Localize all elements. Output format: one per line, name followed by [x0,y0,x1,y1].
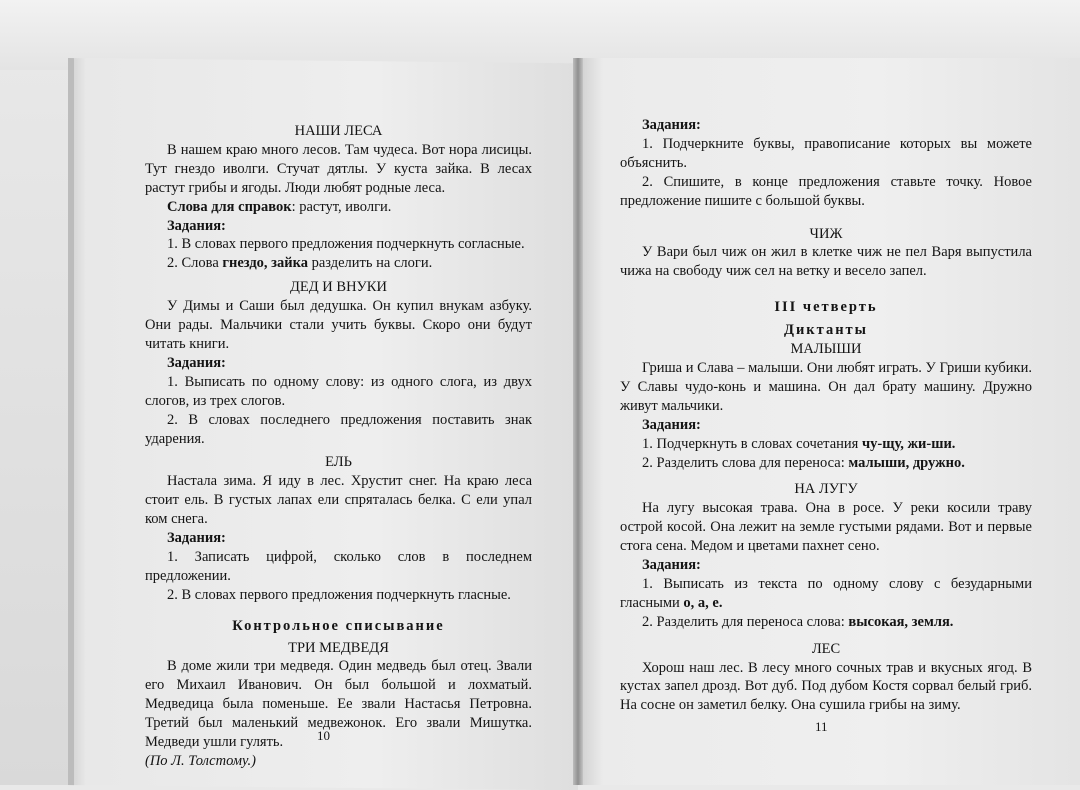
title-nashi-lesa: НАШИ ЛЕСА [294,123,383,139]
paragraph: В доме жили три медведя. Один медведь был отец. Звали его Михаил Иванович. Он был большой и лохматый. Медведица была поменьше. Ее звали Настасья Петровна. Третий был маленький медвежонок. Его звали Мишутка. Медведи ушли гулять. [145,658,532,751]
task [620,435,1032,454]
page-number-right: 11 [815,719,828,734]
hint-label: Слова для справок [167,198,292,215]
hint-line [145,198,532,217]
task [620,575,1032,613]
task-text: 2. Разделить для переноса слова: [642,613,849,630]
paragraph: В нашем краю много лесов. Там чудеса. Вот нора лисицы. Тут гнездо иволги. Стучат дятлы. У куста зайка. В лесах растут грибы и ягоды. Люди любят родные леса. [145,141,532,196]
page-edge [68,58,74,785]
task-text: 1. Выписать из текста по одному слову с безударными гласными [620,575,1032,611]
task-bold: высокая, земля. [848,613,954,630]
title-chizh: ЧИЖ [809,225,843,242]
task: 2. Спишите, в конце предложения ставьте точку. Новое предложение пишите с большой буквы. [620,173,1032,209]
task [620,613,1032,632]
task: 1. Записать цифрой, сколько слов в последнем предложении. [145,548,532,584]
title-malyshi: МАЛЫШИ [790,341,862,358]
tasks-label: Задания: [167,217,226,234]
task [145,254,532,273]
task: 1. В словах первого предложения подчеркнуть согласные. [167,236,525,253]
title-les: ЛЕС [811,640,841,657]
left-page-text [145,122,532,771]
control-heading: Контрольное списывание [232,617,445,634]
paragraph: Хорош наш лес. В лесу много сочных трав и вкусных ягод. В кустах запел дрозд. Вот дуб. Под дубом Костя сорвал белый гриб. На сосне он заметил белку. Она сушила грибы на зиму. [620,659,1032,714]
task-text: 1. Подчеркнуть в словах сочетания [642,435,862,452]
task [620,454,1032,473]
task: 2. В словах последнего предложения поставить знак ударения. [145,411,532,447]
tasks-label: Задания: [167,354,226,371]
task-text: разделить на слоги. [307,255,433,272]
book-gutter [573,58,583,785]
task-text: 2. Слова [167,255,223,272]
quarter-heading: III четверть [774,299,878,316]
page-number-left: 10 [317,728,330,743]
dictations-heading: Диктанты [783,322,869,339]
task: 1. Подчеркните буквы, правописание которых вы можете объяснить. [620,135,1032,171]
task-bold: малыши, дружно. [848,454,965,471]
paragraph: Настала зима. Я иду в лес. Хрустит снег. На краю леса стоит ель. В густых лапах ели спряталась белка. С ели упал ком снега. [145,473,532,528]
task-bold: чу-щу, жи-ши. [861,435,956,452]
title-el: ЕЛЬ [325,454,352,471]
paragraph: На лугу высокая трава. Она в росе. У реки косили траву острой косой. Она лежит на земле густыми рядами. Вот и первые стога сена. Медом и цветами пахнет сено. [620,500,1032,555]
task: 1. Выписать по одному слову: из одного слога, из двух слогов, из трех слогов. [145,373,532,409]
task-text: 2. Разделить слова для переноса: [642,454,849,471]
paragraph: У Вари был чиж он жил в клетке чиж не пел Варя выпустила чижа на свободу чиж сел на ветку и весело запел. [620,244,1032,280]
tasks-label: Задания: [642,557,701,574]
task-bold: о, а, е. [683,594,723,611]
paragraph: У Димы и Саши был дедушка. Он купил внукам азбуку. Они рады. Мальчики стали учить буквы. Скоро они будут читать книги. [145,298,532,352]
task: 2. В словах первого предложения подчеркнуть гласные. [167,586,511,603]
right-page-text [620,116,1032,715]
title-ded-i-vnuki: ДЕД И ВНУКИ [290,279,387,296]
title-na-lugu: НА ЛУГУ [794,481,858,498]
tasks-label: Задания: [167,530,226,547]
source-citation: (По Л. Толстому.) [145,753,257,769]
tasks-label: Задания: [642,117,701,133]
task-bold: гнездо, зайка [222,255,308,272]
tasks-label: Задания: [642,416,701,433]
paragraph: Гриша и Слава – малыши. Они любят играть. У Гриши кубики. У Славы чудо-конь и машина. Он дал брату машину. Дружно живут мальчики. [620,359,1032,414]
title-tri-medvedya: ТРИ МЕДВЕДЯ [288,639,389,656]
hint-text: : растут, иволги. [291,198,392,215]
